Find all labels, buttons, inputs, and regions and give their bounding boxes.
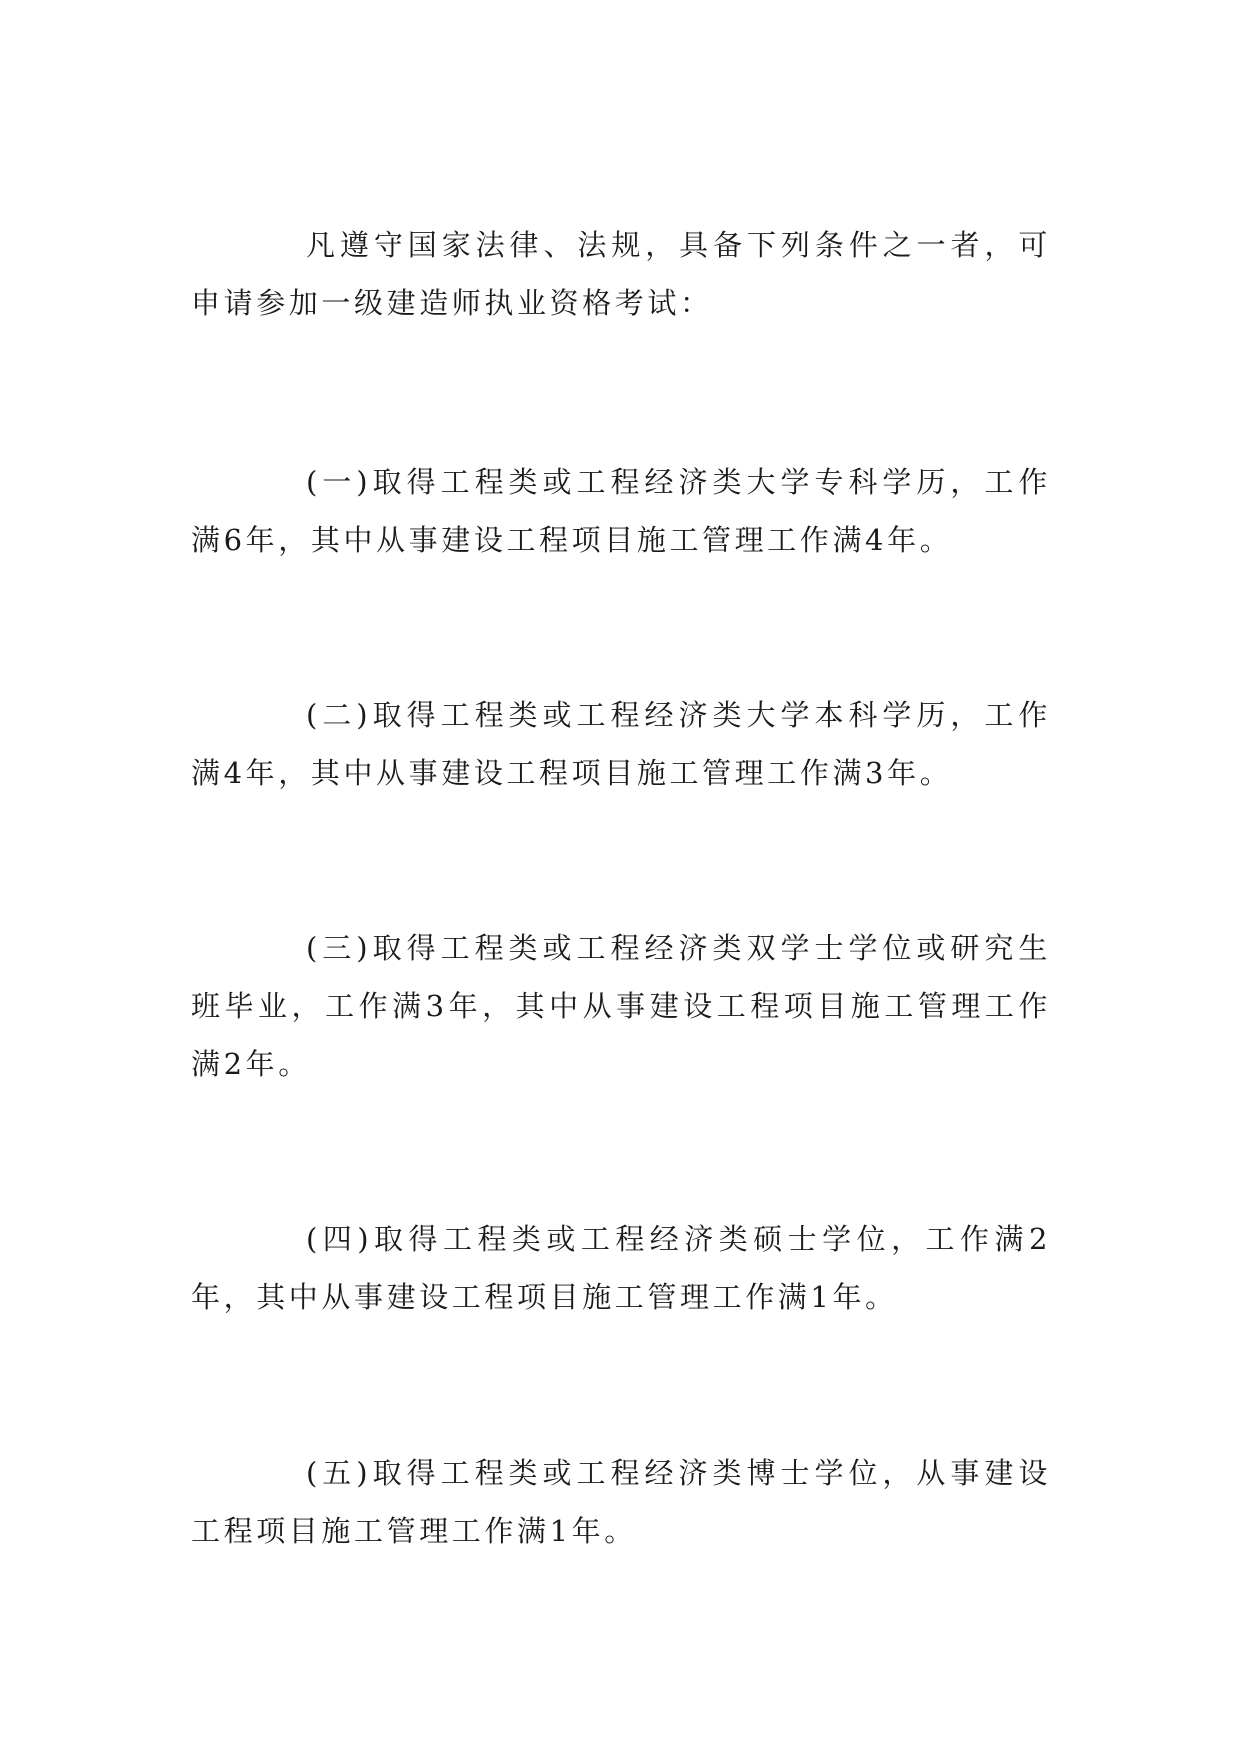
condition-paragraph-1: (一)取得工程类或工程经济类大学专科学历，工作满6年，其中从事建设工程项目施工管理工作满4年。 <box>191 465 1051 557</box>
intro-paragraph: 凡遵守国家法律、法规，具备下列条件之一者，可申请参加一级建造师执业资格考试： <box>191 228 1051 320</box>
condition-paragraph-5: (五)取得工程类或工程经济类博士学位，从事建设工程项目施工管理工作满1年。 <box>191 1456 1051 1548</box>
condition-paragraph-3: (三)取得工程类或工程经济类双学士学位或研究生班毕业，工作满3年，其中从事建设工程项目施工管理工作满2年。 <box>191 931 1051 1081</box>
condition-paragraph-4: (四)取得工程类或工程经济类硕士学位，工作满2年，其中从事建设工程项目施工管理工作满1年。 <box>191 1222 1051 1314</box>
condition-paragraph-2: (二)取得工程类或工程经济类大学本科学历，工作满4年，其中从事建设工程项目施工管理工作满3年。 <box>191 698 1051 790</box>
